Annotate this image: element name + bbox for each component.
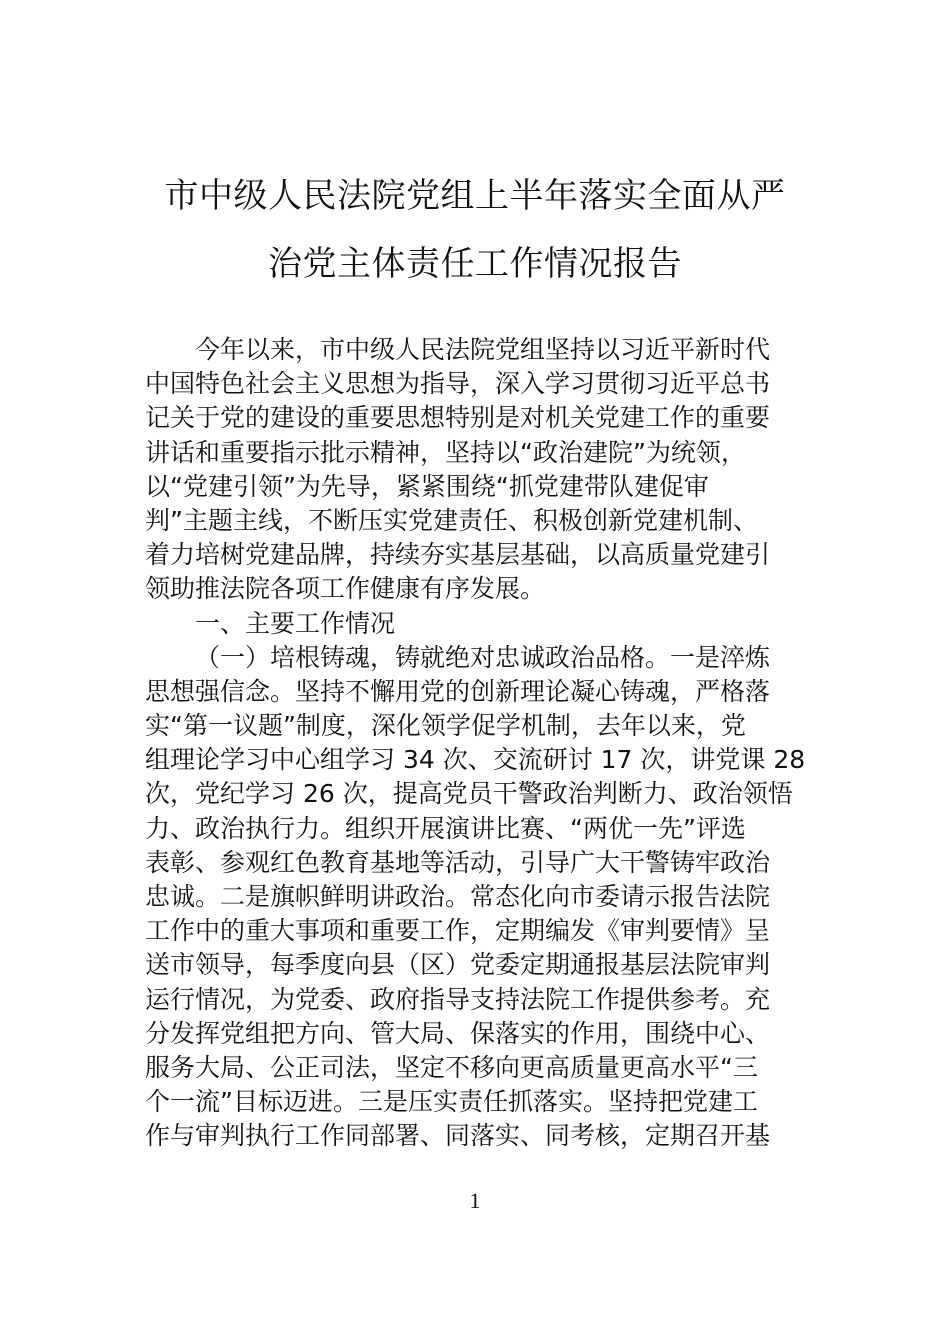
- paragraph-section-line: 工作中的重大事项和重要工作，定期编发《审判要情》呈: [145, 916, 771, 946]
- paragraph-section-line: 实“第一议题”制度，深化领学促学机制，去年以来，党: [145, 711, 746, 741]
- paragraph-section-line: 送市领导，每季度向县（区）党委定期通报基层法院审判: [145, 950, 771, 980]
- paragraph-section-line: 次，党纪学习 26 次，提高党员干警政治判断力、政治领悟: [145, 779, 793, 809]
- page-number: 1: [469, 1188, 481, 1213]
- paragraph-section-line: 作与审判执行工作同部署、同落实、同考核，定期召开基: [145, 1121, 771, 1151]
- document-title: [140, 162, 810, 298]
- paragraph-section-line: 组理论学习中心组学习 34 次、交流研讨 17 次，讲党课 28: [145, 745, 806, 775]
- paragraph-section-line: 思想强信念。坚持不懈用党的创新理论凝心铸魂，严格落: [145, 676, 771, 706]
- paragraph-section-line: 个一流”目标迈进。三是压实责任抓落实。坚持把党建工: [145, 1087, 758, 1117]
- section-heading: 一、主要工作情况: [195, 608, 396, 638]
- title-line-1: 市中级人民法院党组上半年落实全面从严: [164, 176, 786, 216]
- paragraph-intro-line: 着力培树党建品牌，持续夯实基层基础，以高质量党建引: [145, 540, 771, 570]
- paragraph-section-line: （一）培根铸魂，铸就绝对忠诚政治品格。一是淬炼: [195, 642, 771, 672]
- paragraph-section-line: 运行情况，为党委、政府指导支持法院工作提供参考。充: [145, 984, 771, 1014]
- paragraph-intro-line: 中国特色社会主义思想为指导，深入学习贯彻习近平总书: [145, 369, 771, 399]
- paragraph-intro-line: 记关于党的建设的重要思想特别是对机关党建工作的重要: [145, 403, 771, 433]
- paragraph-section-line: 力、政治执行力。组织开展演讲比赛、“两优一先”评选: [145, 813, 746, 843]
- paragraph-intro-line: 讲话和重要指示批示精神，坚持以“政治建院”为统领，: [145, 437, 746, 467]
- paragraph-section-line: 分发挥党组把方向、管大局、保落实的作用，围绕中心、: [145, 1018, 771, 1048]
- paragraph-section-line: 服务大局、公正司法，坚定不移向更高质量更高水平“三: [145, 1052, 758, 1082]
- paragraph-section-line: 表彰、参观红色教育基地等活动，引导广大干警铸牢政治: [145, 847, 771, 877]
- paragraph-section-line: 忠诚。二是旗帜鲜明讲政治。常态化向市委请示报告法院: [145, 882, 771, 911]
- paragraph-intro-line: 以“党建引领”为先导，紧紧围绕“抓党建带队建促审: [145, 471, 709, 501]
- paragraph-intro-line: 领助推法院各项工作健康有序发展。: [145, 574, 546, 604]
- paragraph-intro-line: 今年以来，市中级人民法院党组坚持以习近平新时代: [195, 335, 771, 364]
- document-body: [145, 333, 807, 1154]
- title-line-2: 治党主体责任工作情况报告: [268, 244, 682, 284]
- paragraph-intro-line: 判”主题主线，不断压实党建责任、积极创新党建机制、: [145, 505, 758, 535]
